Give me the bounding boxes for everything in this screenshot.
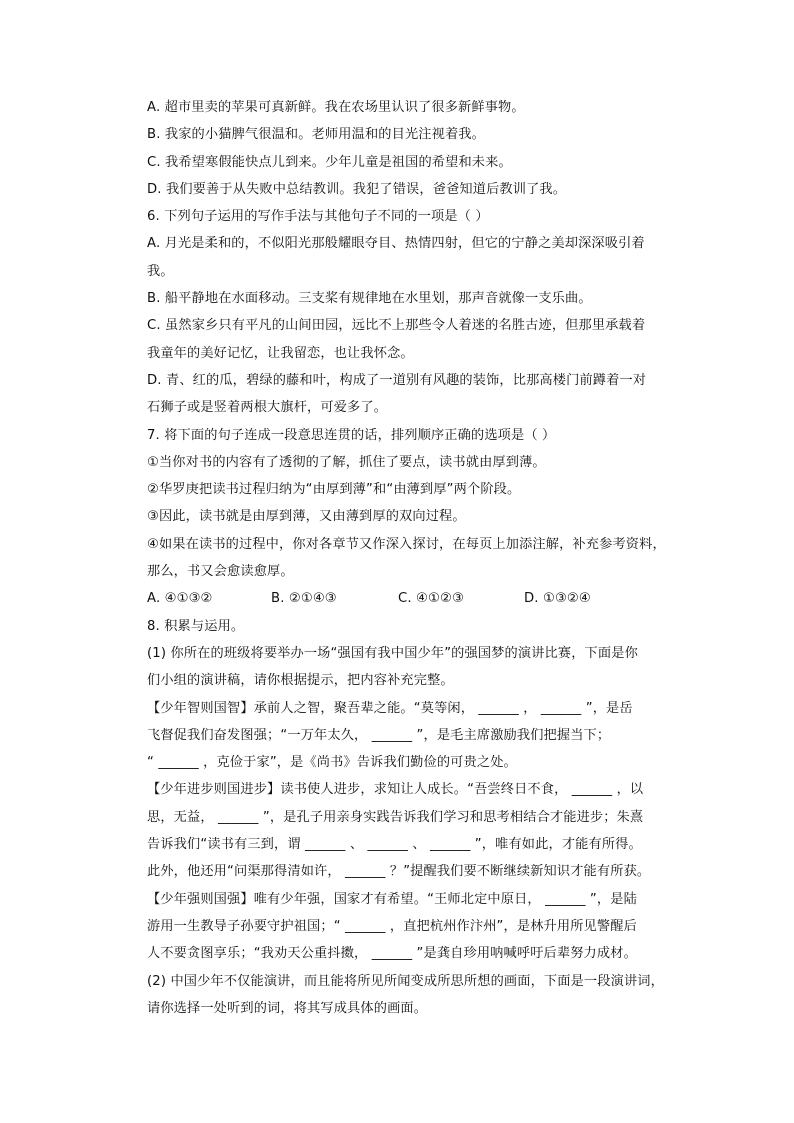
option-d: D. ①③②④ <box>524 591 591 607</box>
question-5-options <box>147 94 651 203</box>
option-b: B. ②①④③ <box>271 591 337 607</box>
question-7 <box>147 422 666 613</box>
question-6-line: 我童年的美好记忆，让我留恋，也让我怀念。 <box>147 345 414 361</box>
question-6-line: B. 船平静地在水面移动。三支桨有规律地在水里划，那声音就像一支乐曲。 <box>147 291 592 307</box>
question-7-line: ②华罗庚把读书过程归纳为“由厚到薄”和“由薄到厚”两个阶段。 <box>147 482 521 498</box>
option-a: A. ④①③② <box>147 591 213 607</box>
question-8-line: 此外，他还用“问渠那得清如许， ______ ？”提醒我们要不断继续新知识才能有所获。 <box>147 864 651 880</box>
question-7-options <box>147 585 651 612</box>
question-8-line: 请你选择一处听到的词，将其写成具体的画面。 <box>147 1000 428 1016</box>
question-8-line: 思，无益， ______ ”，是孔子用亲身实践告诉我们学习和思考相结合才能进步；朱熹 <box>147 809 644 825</box>
question-8-line: (1) 你所在的班级将要举办一场“强国有我中国少年”的强国梦的演讲比赛，下面是你 <box>147 645 638 661</box>
question-6-line: C. 虽然家乡只有平凡的山间田园，远比不上那些令人着迷的名胜古迹，但那里承载着 <box>147 318 646 334</box>
question-7-line: ①当你对书的内容有了透彻的了解，抓住了要点，读书就由厚到薄。 <box>147 454 546 470</box>
question-8-line: 告诉我们“读书有三到，谓 ______ 、 ______ 、 ______ ”，唯有如此，才能有所得。 <box>147 837 642 853</box>
question-6-line: 石狮子或是竖着两根大旗杆，可爱多了。 <box>147 400 388 416</box>
question-7-line: 那么，书又会愈读愈厚。 <box>147 564 294 580</box>
question-7-stem: 7. 将下面的句子连成一段意思连贯的话，排列顺序正确的选项是（ ） <box>147 427 556 443</box>
question-8-line: 们小组的演讲稿，请你根据提示，把内容补充完整。 <box>147 673 454 689</box>
option-a: A. 超市里卖的苹果可真新鲜。我在农场里认识了很多新鲜事物。 <box>147 100 525 115</box>
question-8-line: 人不要贪图享乐；“我劝天公重抖擞， ______ ”是龚自珍用呐喊呼吁后辈努力成材。 <box>147 946 637 962</box>
question-8-stem: 8. 积累与运用。 <box>147 618 245 634</box>
question-8-line: 飞督促我们奋发图强；“一万年太久， ______ ”，是毛主席激励我们把握当下； <box>147 727 611 743</box>
question-6-stem: 6. 下列句子运用的写作手法与其他句子不同的一项是（ ） <box>147 209 489 225</box>
option-b: B. 我家的小猫脾气很温和。老师用温和的目光注视着我。 <box>147 127 485 143</box>
question-6-line: D. 青、红的瓜，碧绿的藤和叶，构成了一道别有风趣的装饰，比那高楼门前蹲着一对 <box>147 372 647 388</box>
option-d: D. 我们要善于从失败中总结教训。我犯了错误，爸爸知道后教训了我。 <box>147 181 567 197</box>
question-6 <box>147 203 651 421</box>
question-7-line: ④如果在读书的过程中，你对各章节又作深入探讨，在每页上加添注解，补充参考资料， <box>147 536 666 552</box>
option-c: C. 我希望寒假能快点儿到来。少年儿童是祖国的希望和未来。 <box>147 154 512 170</box>
exam-page <box>147 94 666 1022</box>
question-8-line: (2) 中国少年不仅能演讲，而且能将所见所闻变成所思所想的画面，下面是一段演讲词， <box>147 973 664 989</box>
option-c: C. ④①②③ <box>398 591 464 607</box>
question-8-line: 【少年智则国智】承前人之智，聚吾辈之能。“莫等闲， ______ ， ______ ”，是岳 <box>147 700 633 716</box>
question-8 <box>147 613 664 1022</box>
question-8-line: 游用一生教导子孙要守护祖国；“ ______ ，直把杭州作汴州”，是林升用所见警醒后 <box>147 918 637 934</box>
question-6-line: 我。 <box>147 263 174 279</box>
question-7-line: ③因此，读书就是由厚到薄，又由薄到厚的双向过程。 <box>147 509 466 525</box>
question-8-line: 【少年强则国强】唯有少年强，国家才有希望。“王师北定中原日， ______ ”，是陆 <box>147 891 637 907</box>
question-8-line: “ ______ ，克俭于家”，是《尚书》告诉我们勤俭的可贵之处。 <box>147 755 517 771</box>
question-6-line: A. 月光是柔和的，不似阳光那般耀眼夺目、热情四射，但它的宁静之美却深深吸引着 <box>147 236 645 252</box>
question-8-line: 【少年进步则国进步】读书使人进步，求知让人成长。“吾尝终日不食， ______ ，以 <box>147 782 644 798</box>
